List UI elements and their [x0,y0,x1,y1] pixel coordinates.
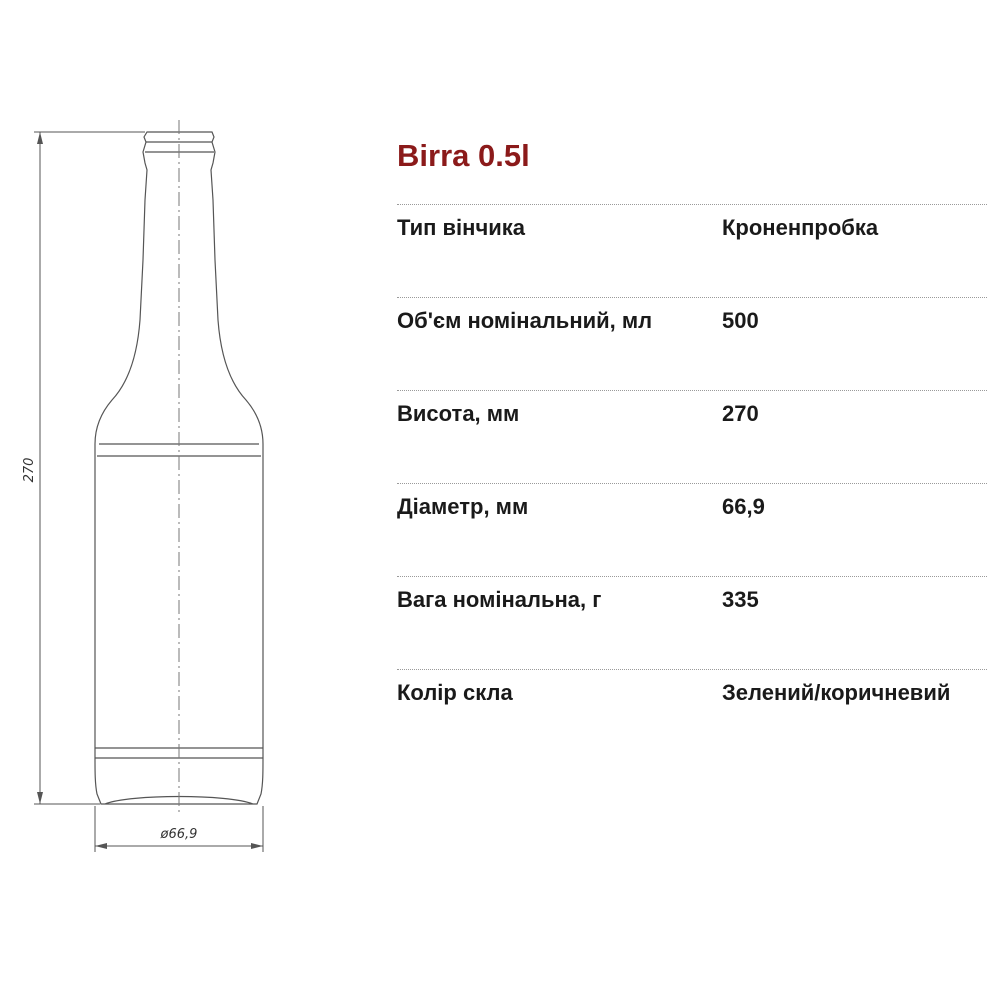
spec-label: Діаметр, мм [397,494,529,519]
spec-label: Вага номінальна, г [397,587,602,612]
spec-row-volume [397,297,987,390]
spec-row-finish-type [397,204,987,297]
bottle-technical-drawing [0,0,380,1000]
spec-table [397,204,987,762]
spec-value: 270 [722,401,759,426]
spec-label: Тип вінчика [397,215,525,240]
spec-row-height [397,390,987,483]
spec-row-glass-color [397,669,987,762]
spec-row-diameter [397,483,987,576]
product-title: Birra 0.5l [397,138,530,173]
height-dimension-label: 270 [22,457,37,483]
spec-label: Об'єм номінальний, мл [397,308,653,333]
spec-value: Зелений/коричневий [722,680,951,705]
diameter-dimension-label: ø66,9 [160,827,198,842]
spec-label: Висота, мм [397,401,520,426]
spec-label: Колір скла [397,680,513,705]
spec-value: 335 [722,587,759,612]
spec-row-weight [397,576,987,669]
spec-value: 500 [722,308,759,333]
spec-value: 66,9 [722,494,765,519]
spec-value: Кроненпробка [722,215,879,240]
